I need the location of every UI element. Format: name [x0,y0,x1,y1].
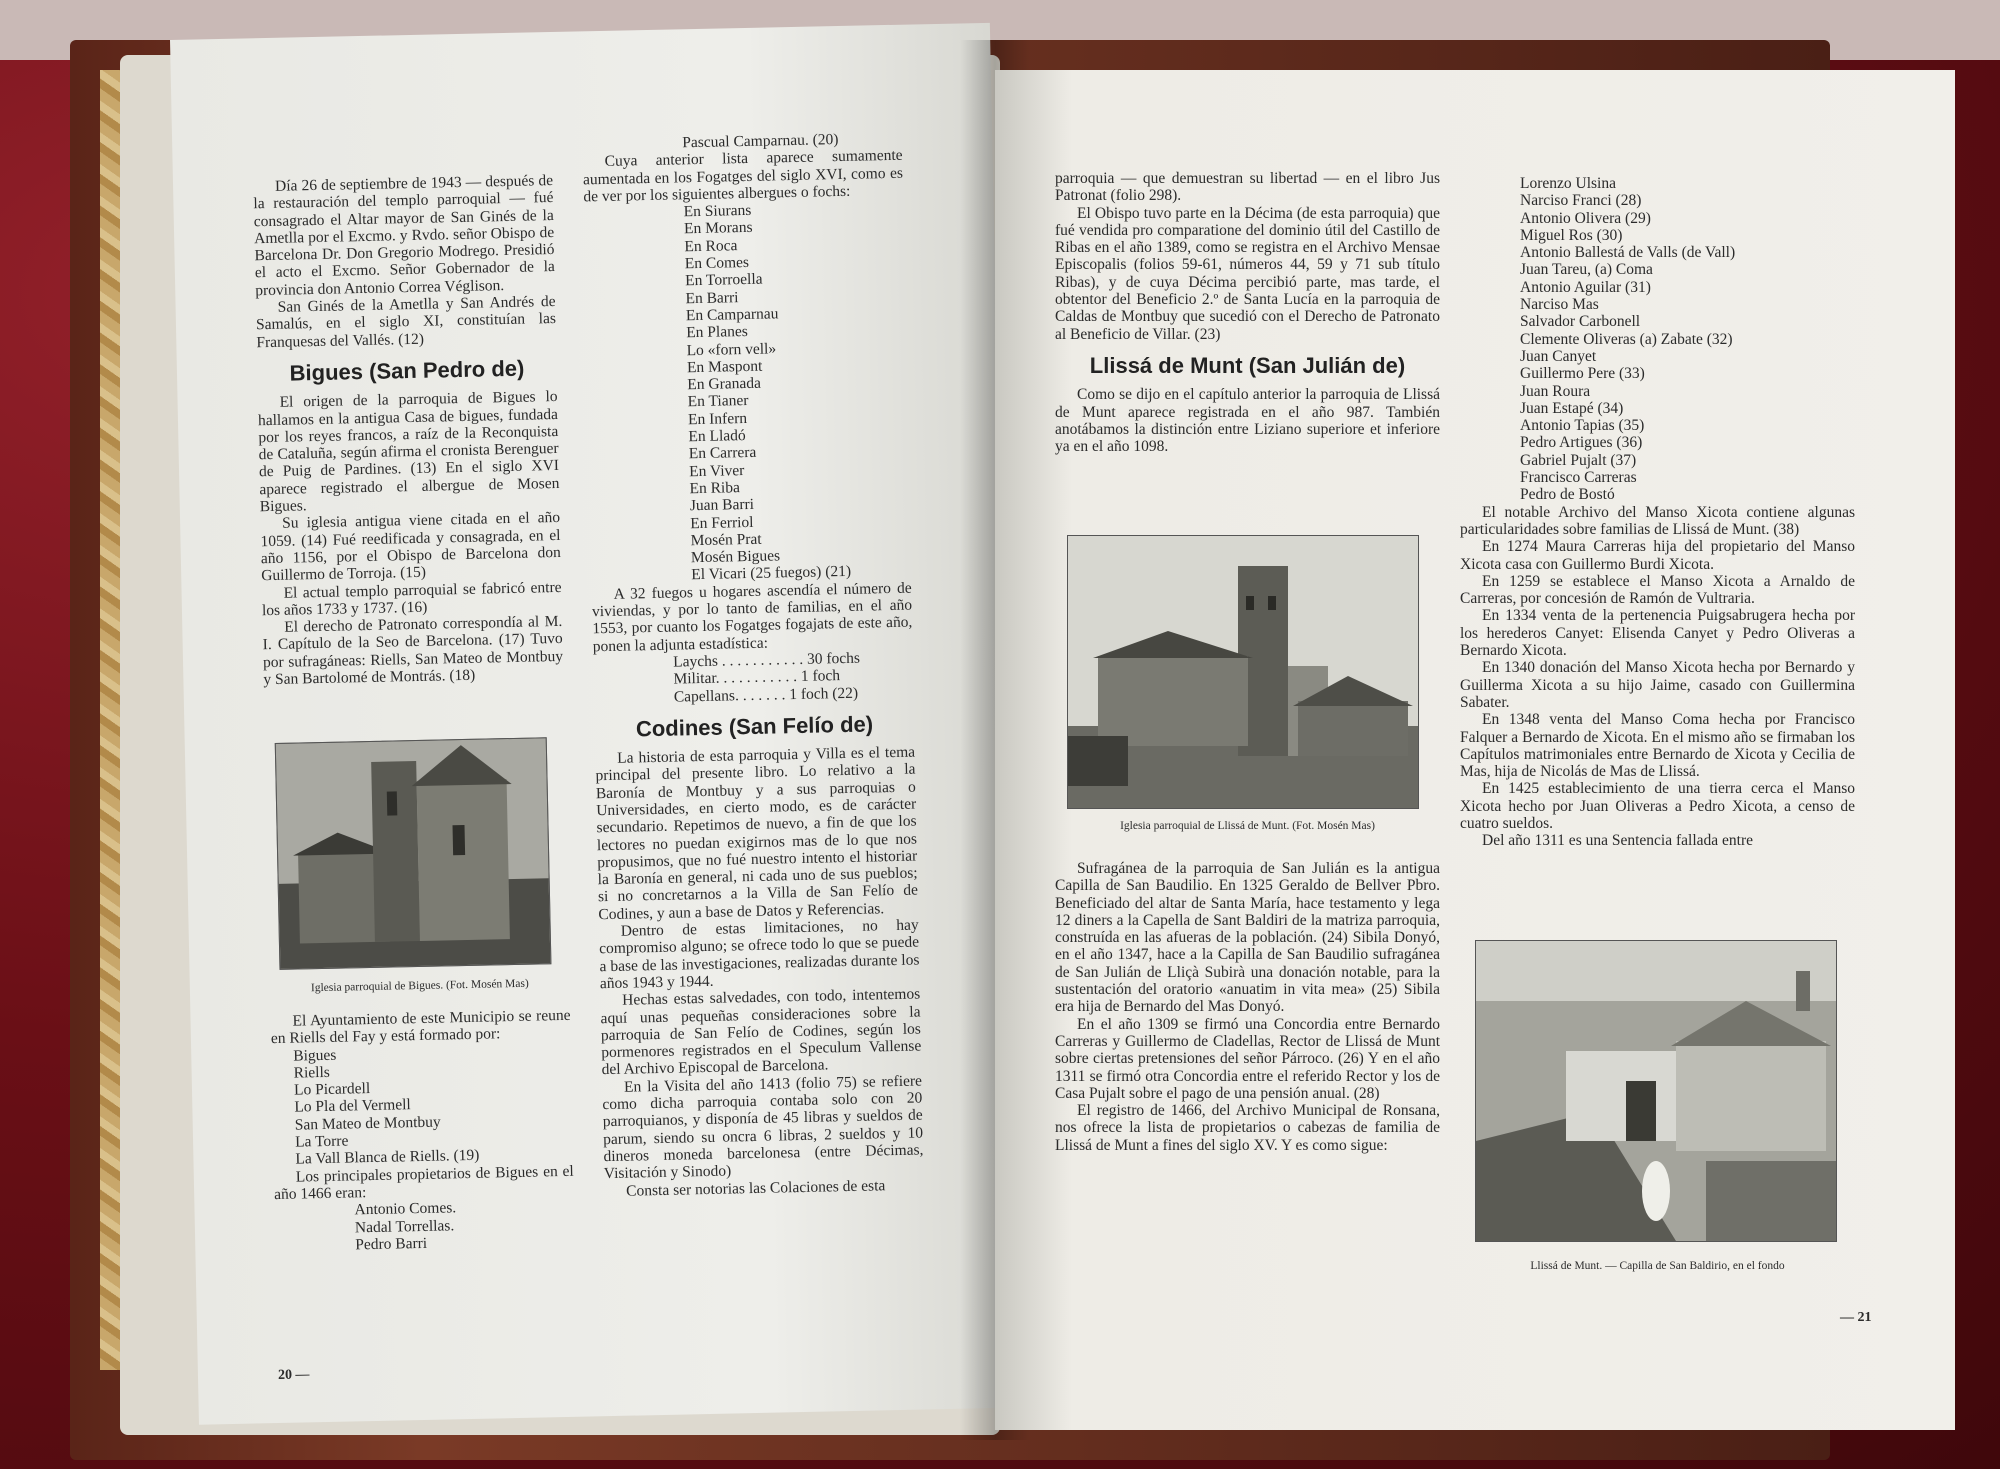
xicota-paragraph-4: En 1334 venta de la pertenencia Puigsabrugera hecha por los herederos Canyet: Elisenda Canyet y Pedro Oliveras a Bernardo Xicota. [1460,607,1855,660]
photo-llissa-church [1067,535,1419,809]
list-item: En Infern [687,409,748,428]
list-item: La Vall Blanca de Riells. (19) [295,1147,480,1168]
list-item: Lorenzo Ulsina [1520,175,1616,192]
list-item: Juan Barri [689,496,755,515]
right-column-1-bottom [1055,860,1440,1154]
table-row [674,683,914,705]
list-item: Pascual Camparnau. (20) [682,131,839,152]
list-item: En Riba [689,479,741,498]
owners-list [274,1197,575,1255]
stat-label: Laychs . . . . . . . . . . . [672,650,804,671]
left-column-1 [253,172,564,688]
list-item: Gabriel Pujalt (37) [1520,451,1637,469]
decima-paragraph: El Obispo tuvo parte en la Décima (de esta parroquia) que fué vendida pro comparatione del dominio útil del Castillo de Ribas en el año 1389, como se registra en el Archivo Mensae Episcopalis (folios 59-61, números 44, 59 y 71 sub título Ribas), y de cuya Décima percibió parte, mas tarde, el obtentor del Beneficio 2.º de Santa Lucía en la parroquia de Caldas de Montbuy que sucedió con el Derecho de Patronato al Beneficio de Villar. (23) [1055,204,1440,343]
list-item: En Comes [684,254,750,273]
list-item: En Tianer [687,392,749,411]
heading-bigues: Bigues (San Pedro de) [289,355,525,386]
fogatges-paragraph: Cuya anterior lista aparece sumamente aumentada en los Fogatges del siglo XVI, como es de ver por los siguientes albergues o fochs: [582,146,904,206]
xicota-paragraph-2: En 1274 Maura Carreras hija del propietario del Manso Xicota casa con Guillermo Burdi Xicota. [1460,538,1855,573]
caption-san-baldirio: Llissá de Munt. — Capilla de San Baldirio, en el fondo [1530,1260,1785,1272]
left-column-2 [582,130,924,1200]
photo-san-baldirio-chapel [1475,940,1837,1242]
xicota-paragraph-3: En 1259 se establece el Manso Xicota a Arnaldo de Carreras, por concesión de Ramón de Vultraria. [1460,572,1855,608]
list-item: Mosén Bigues [690,547,781,567]
list-item: En Lladó [688,427,746,446]
list-item: Lo Pla del Vermell [294,1096,411,1117]
heading-codines: Codines (San Felío de) [635,711,874,742]
intro-paragraph-2: San Ginés de la Ametlla y San Andrés de Samalús, en el siglo XI, constituían las Franquesas del Vallés. (12) [255,293,557,351]
list-item: En Siurans [683,202,752,221]
jus-patronat-paragraph: parroquia — que demuestran su libertad — en el libro Jus Patronat (folio 298). [1055,170,1440,205]
list-item: Narciso Franci (28) [1520,192,1642,210]
list-item: La Torre [294,1132,349,1151]
list-item: Clemente Oliveras (a) Zabate (32) [1520,330,1733,348]
list-item: En Planes [686,323,748,342]
list-item: Salvador Carbonell [1520,313,1641,331]
bigues-paragraph-2: Su iglesia antigua viene citada en el año 1059. (14) Fué reedificada y consagrada, en el año 1156, por el Obispo de Barcelona don Guillermo de Torroja. (15) [260,509,561,585]
list-item: Antonio Olivera (29) [1520,209,1651,227]
codines-paragraph-4: En la Visita del año 1413 (folio 75) se refiere como dicha parroquia contaba solo con 20 parroquianos, y disponía de 45 libras y sueldos de parum, siendo su oncra 6 libras, 2 sueldos y 10 dineros moneda barcelonesa (entre Décimas, Visitación y Sinodo) [602,1072,924,1183]
list-item: Juan Canyet [1520,347,1597,365]
list-item: En Ferriol [690,513,754,532]
list-item: Nadal Torrellas. [354,1216,455,1236]
list-item: Antonio Ballestá de Valls (de Vall) [1520,244,1736,262]
stat-label: Militar. . . . . . . . . . . [673,668,798,688]
right-column-2 [1460,175,1855,850]
bigues-paragraph-3: El actual templo parroquial se fabricó entre los años 1733 y 1737. (16) [261,578,562,620]
photo-bigues-church [275,737,552,970]
page-number-left: 20 — [277,1367,310,1384]
list-item: Lo Picardell [293,1080,371,1099]
left-page [170,23,1019,1425]
stat-label: Capellans. . . . . . . [673,685,786,706]
places-list [271,1041,573,1168]
list-item: Juan Tareu, (a) Coma [1520,261,1653,279]
list-item: San Mateo de Montbuy [294,1113,441,1134]
xicota-paragraph-5: En 1340 donación del Manso Xicota hecha por Bernardo y Guillerma Xicota a su hijo Jaime, casado con Guillermina Sabater. [1460,659,1855,711]
intro-paragraph: Día 26 de septiembre de 1943 — después de la restauración del templo parroquial — fué consagrado el Altar mayor de San Ginés de la Ametlla por el Excmo. y Rvdo. señor Obispo de Barcelona Dr. Don Gregorio Modrego. Presidió el acto el Excmo. Señor Gobernador de la provincia don Antonio Correa Véglison. [253,172,556,300]
list-item: Francisco Carreras [1520,469,1637,487]
propietarios-paragraph: Los principales propietarios de Bigues en el año 1466 eran: [274,1162,574,1204]
xicota-paragraph-1: El notable Archivo del Manso Xicota contiene algunas particularidades sobre familias de Llissá de Munt. (38) [1460,503,1855,538]
heading-llissa: Llissá de Munt (San Julián de) [1089,352,1406,378]
llissa-paragraph-1: Como se dijo en el capítulo anterior la parroquia de Llissá de Munt aparece registrada en el año 987. También anotábamos la distinción entre Liziano superiore et inferiore ya en el año 1098. [1055,386,1440,456]
llissa-paragraph-4: El registro de 1466, del Archivo Municipal de Ronsana, nos ofrece la lista de propietarios o cabezas de familia de Llissá de Munt a fines del siglo XV. Y es como sigue: [1055,1102,1440,1154]
bigues-paragraph-1: El origen de la parroquia de Bigues lo hallamos en la antigua Casa de bigues, fundada por los reyes francos, a raíz de la Reconquista de Cataluña, según afirma el cronista Berenguer de Puig de Pardines. (13) En el siglo XVI aparece registrado el albergue de Mosen Bigues. [257,388,560,516]
caption-bigues: Iglesia parroquial de Bigues. (Fot. Mosén Mas) [310,977,529,995]
list-item: Guillermo Pere (33) [1520,365,1645,383]
codines-paragraph-2: Dentro de estas limitaciones, no hay compromiso alguno; se ofrece todo lo que se puede a base de las investigaciones, realizadas durante los años 1943 y 1944. [598,916,920,993]
list-item: En Maspont [686,357,763,377]
list-item: El Vicari (25 fuegos) (21) [691,563,852,584]
hearths-list [584,199,912,586]
list-item: En Granada [687,374,762,394]
ayuntamiento-paragraph: El Ayuntamiento de este Municipio se reune en Riells del Fay y está formado por: [270,1006,571,1048]
names-list [1460,175,1855,504]
list-item: En Roca [684,236,738,256]
list-item: En Carrera [688,444,757,463]
page-number-right: — 21 [1840,1310,1872,1325]
list-item: Bigues [293,1046,337,1065]
xicota-paragraph-8: Del año 1311 es una Sentencia fallada entre [1482,832,1753,850]
list-item: Antonio Aguilar (31) [1520,278,1651,296]
list-item: Riells [293,1063,331,1082]
list-item: Mosén Prat [690,530,762,550]
list-item: En Viver [688,461,745,480]
list-item: En Camparnau [685,305,779,325]
stat-value: 1 foch [800,667,841,686]
stat-value: 1 foch (22) [789,684,859,703]
xicota-paragraph-7: En 1425 establecimiento de una tierra cerca el Manso Xicota hecho por Juan Oliveras a Pedro Xicota, a censo de cuatro sueldos. [1460,780,1855,832]
codines-paragraph-5: Consta ser notorias las Colaciones de esta [626,1176,886,1200]
list-item: Antonio Comes. [354,1199,457,1219]
fuegos-paragraph: A 32 fuegos u hogares ascendía el número de viviendas, y por lo tanto de familias, en el año 1553, por cuanto los Fogatges fogajats de este año, ponen la adjunta estadística: [591,579,913,655]
list-item: Pedro de Bostó [1520,486,1615,504]
stats-table [593,648,914,707]
list-item: En Morans [683,219,753,238]
caption-llissa: Iglesia parroquial de Llissá de Munt. (Fot. Mosén Mas) [1120,820,1375,832]
list-item: Pedro Barri [355,1234,428,1254]
list-item: Pedro Artigues (36) [1520,434,1643,452]
list-item: Juan Roura [1520,382,1591,400]
list-item: Miguel Ros (30) [1520,226,1623,244]
list-item: En Barri [685,288,739,307]
left-column-1-bottom [270,1007,575,1255]
llissa-paragraph-2: Sufragánea de la parroquia de San Julián es la antigua Capilla de San Baudilio. En 1325 Geraldo de Bellver Pbro. Beneficiado del altar de Santa María, hace testamento y lega 12 diners a la Capella de Sant Baldiri de la matriza parroquia, construída en las afueras de la población. (24) Sibila Donyó, en el año 1347, hace a la Capilla de San Baudilio sufragánea de San Julián de Lliçà Subirà una donación notable, para la sustentación del oratorio «anuatim in vita mea» (25) Sibila era hija de Bernardo del Mas Donyó. [1055,860,1440,1016]
list-item: Lo «forn vell» [686,339,777,359]
stat-value: 30 fochs [806,649,861,668]
llissa-paragraph-3: En el año 1309 se firmó una Concordia entre Bernardo Carreras y Guillermo de Cladellas, Rector de Llissá de Munt sobre ciertas pretensiones del señor Párroco. (26) Y en el año 1311 se firmó otra Concordia entre el referido Rector y los de Casa Pujalt sobre el pago de una pensión anual. (28) [1055,1015,1440,1102]
codines-paragraph-3: Hechas estas salvedades, con todo, intentemos aquí unas pequeñas consideraciones sobre la parroquia de San Felío de Codines, según los pormenores registrados en el Speculum Vallense del Archivo Episcopal de Barcelona. [600,985,922,1079]
list-item: Antonio Tapias (35) [1520,417,1645,435]
list-item: En Torroella [684,271,763,290]
list-item: Juan Estapé (34) [1520,399,1624,417]
xicota-paragraph-6: En 1348 venta del Manso Coma hecha por Francisco Falquer a Bernardo de Xicota. En el mismo año se firmaban los Capítulos matrimoniales entre Bernardo de Xicota y Cecilia de Mas, hija de Nicolás de Mas de Llissá. [1460,711,1855,781]
bigues-paragraph-4: El derecho de Patronato correspondía al M. I. Capítulo de la Seo de Barcelona. (17) Tuvo por sufragáneas: Riells, San Mateo de Montbuy y San Bartolomé de Montrás. (18) [262,613,564,689]
codines-paragraph-1: La historia de esta parroquia y Villa es el tema principal del presente libro. Lo relativo a la Baronía de Montbuy y a sus parroquias o Universidades, en cierto modo, es de carácter secundario. Repetimos de nuevo, a fin de que los lectores no puedan exigirnos mas de lo que nos propusimos, que no fué nuestro intento el historiar la Baronía en general, ni cada uno de sus pueblos; si no concretarnos a la Villa de San Felío de Codines, y aun a base de Datos y Referencias. [595,743,919,923]
right-page [995,70,1955,1430]
list-item: Narciso Mas [1520,296,1599,314]
right-column-1 [1055,170,1440,455]
